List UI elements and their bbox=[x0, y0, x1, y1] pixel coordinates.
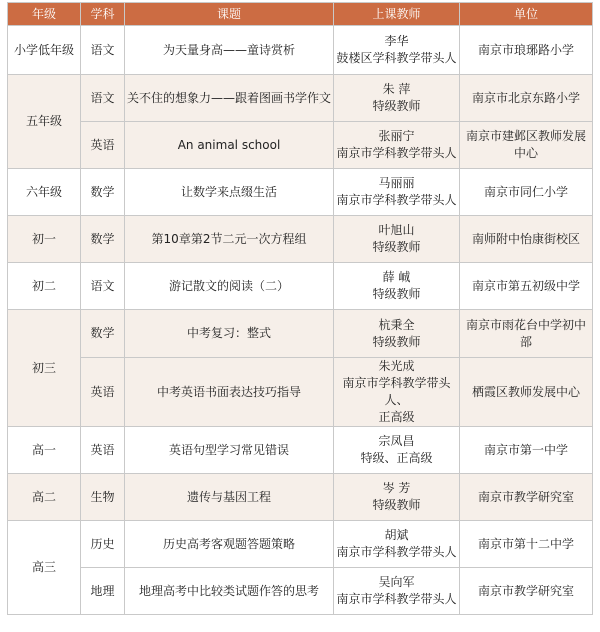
subject-cell: 语文 bbox=[81, 263, 125, 310]
topic-cell: 遗传与基因工程 bbox=[125, 474, 334, 521]
teacher-name: 张丽宁 bbox=[378, 129, 415, 143]
header-unit: 单位 bbox=[460, 3, 593, 26]
grade-cell: 五年级 bbox=[8, 75, 81, 169]
teacher-title: 特级教师 bbox=[372, 99, 421, 113]
table-row bbox=[8, 474, 593, 521]
teacher-cell bbox=[334, 427, 460, 474]
subject-cell: 数学 bbox=[81, 310, 125, 358]
teacher-title: 南京市学科教学带头人 bbox=[336, 146, 457, 160]
unit-cell: 南京市教学研究室 bbox=[460, 474, 593, 521]
teacher-name: 宗凤昌 bbox=[378, 434, 415, 448]
topic-cell: 中考复习：整式 bbox=[125, 310, 334, 358]
teacher-name: 吴向军 bbox=[378, 575, 415, 589]
teacher-title: 特级教师 bbox=[372, 334, 421, 349]
grade-cell: 初一 bbox=[8, 216, 81, 263]
subject-cell: 历史 bbox=[81, 521, 125, 568]
header-subject: 学科 bbox=[81, 3, 125, 26]
table-row bbox=[8, 75, 593, 122]
teacher-title: 南京市学科教学带头人、 bbox=[342, 376, 451, 407]
topic-cell: 第10章第2节二元一次方程组 bbox=[125, 216, 334, 263]
table-row bbox=[8, 427, 593, 474]
teacher-cell bbox=[334, 474, 460, 521]
subject-cell: 英语 bbox=[81, 427, 125, 474]
teacher-title: 特级教师 bbox=[372, 498, 421, 512]
teacher-cell bbox=[334, 75, 460, 122]
unit-cell: 南师附中怡康街校区 bbox=[460, 216, 593, 263]
table-row bbox=[8, 568, 593, 615]
table-row bbox=[8, 263, 593, 310]
table-row bbox=[8, 358, 593, 427]
teacher-name: 杭秉全 bbox=[378, 317, 415, 332]
teacher-name: 叶旭山 bbox=[378, 223, 415, 237]
topic-cell: 历史高考客观题答题策略 bbox=[125, 521, 334, 568]
unit-cell: 南京市同仁小学 bbox=[460, 169, 593, 216]
teacher-title: 南京市学科教学带头人 bbox=[336, 545, 457, 559]
table-row bbox=[8, 169, 593, 216]
topic-cell: 关不住的想象力——跟着图画书学作文 bbox=[125, 75, 334, 122]
header-grade: 年级 bbox=[8, 3, 81, 26]
topic-cell: 中考英语书面表达技巧指导 bbox=[125, 358, 334, 427]
teacher-cell bbox=[334, 568, 460, 615]
teacher-title: 特级、正高级 bbox=[360, 451, 433, 465]
teacher-name: 岑 芳 bbox=[382, 481, 411, 495]
teacher-title: 南京市学科教学带头人 bbox=[336, 193, 457, 207]
course-schedule-table bbox=[7, 2, 593, 615]
teacher-name: 朱 萍 bbox=[382, 82, 411, 96]
unit-cell: 南京市教学研究室 bbox=[460, 568, 593, 615]
teacher-cell bbox=[334, 263, 460, 310]
topic-cell: 为天量身高——童诗赏析 bbox=[125, 26, 334, 75]
teacher-title-continued: 正高级 bbox=[378, 410, 415, 424]
teacher-cell bbox=[334, 310, 460, 358]
teacher-title: 南京市学科教学带头人 bbox=[336, 592, 457, 606]
teacher-name: 胡斌 bbox=[384, 528, 409, 542]
unit-cell: 南京市建邺区教师发展中心 bbox=[460, 122, 593, 169]
teacher-cell bbox=[334, 26, 460, 75]
unit-cell: 南京市雨花台中学初中部 bbox=[460, 310, 593, 358]
subject-cell: 英语 bbox=[81, 122, 125, 169]
table-row bbox=[8, 26, 593, 75]
teacher-title: 特级教师 bbox=[372, 287, 421, 301]
grade-cell: 高三 bbox=[8, 521, 81, 615]
unit-cell: 南京市第一中学 bbox=[460, 427, 593, 474]
teacher-title: 特级教师 bbox=[372, 240, 421, 254]
table-row bbox=[8, 521, 593, 568]
grade-cell: 小学低年级 bbox=[8, 26, 81, 75]
table-row bbox=[8, 310, 593, 358]
topic-cell: An animal school bbox=[125, 122, 334, 169]
teacher-name: 朱光成 bbox=[378, 359, 415, 373]
topic-cell: 让数学来点缀生活 bbox=[125, 169, 334, 216]
table-row bbox=[8, 122, 593, 169]
topic-cell: 英语句型学习常见错误 bbox=[125, 427, 334, 474]
teacher-name: 李华 bbox=[384, 34, 409, 48]
teacher-cell bbox=[334, 216, 460, 263]
header-teacher: 上课教师 bbox=[334, 3, 460, 26]
unit-cell: 南京市第十二中学 bbox=[460, 521, 593, 568]
grade-cell: 六年级 bbox=[8, 169, 81, 216]
teacher-cell bbox=[334, 358, 460, 427]
teacher-name: 薛 峸 bbox=[382, 270, 411, 284]
teacher-cell bbox=[334, 122, 460, 169]
teacher-name: 马丽丽 bbox=[378, 176, 415, 190]
unit-cell: 南京市北京东路小学 bbox=[460, 75, 593, 122]
table-header-row bbox=[8, 3, 593, 26]
subject-cell: 数学 bbox=[81, 169, 125, 216]
unit-cell: 南京市琅琊路小学 bbox=[460, 26, 593, 75]
table-row bbox=[8, 216, 593, 263]
grade-cell: 高一 bbox=[8, 427, 81, 474]
subject-cell: 生物 bbox=[81, 474, 125, 521]
header-topic: 课题 bbox=[125, 3, 334, 26]
teacher-cell bbox=[334, 521, 460, 568]
subject-cell: 语文 bbox=[81, 75, 125, 122]
topic-cell: 游记散文的阅读（二） bbox=[125, 263, 334, 310]
unit-cell: 栖霞区教师发展中心 bbox=[460, 358, 593, 427]
subject-cell: 英语 bbox=[81, 358, 125, 427]
teacher-cell bbox=[334, 169, 460, 216]
unit-cell: 南京市第五初级中学 bbox=[460, 263, 593, 310]
subject-cell: 地理 bbox=[81, 568, 125, 615]
grade-cell: 初三 bbox=[8, 310, 81, 427]
grade-cell: 初二 bbox=[8, 263, 81, 310]
teacher-title: 鼓楼区学科教学带头人 bbox=[336, 51, 457, 65]
grade-cell: 高二 bbox=[8, 474, 81, 521]
topic-cell: 地理高考中比较类试题作答的思考 bbox=[125, 568, 334, 615]
subject-cell: 数学 bbox=[81, 216, 125, 263]
subject-cell: 语文 bbox=[81, 26, 125, 75]
